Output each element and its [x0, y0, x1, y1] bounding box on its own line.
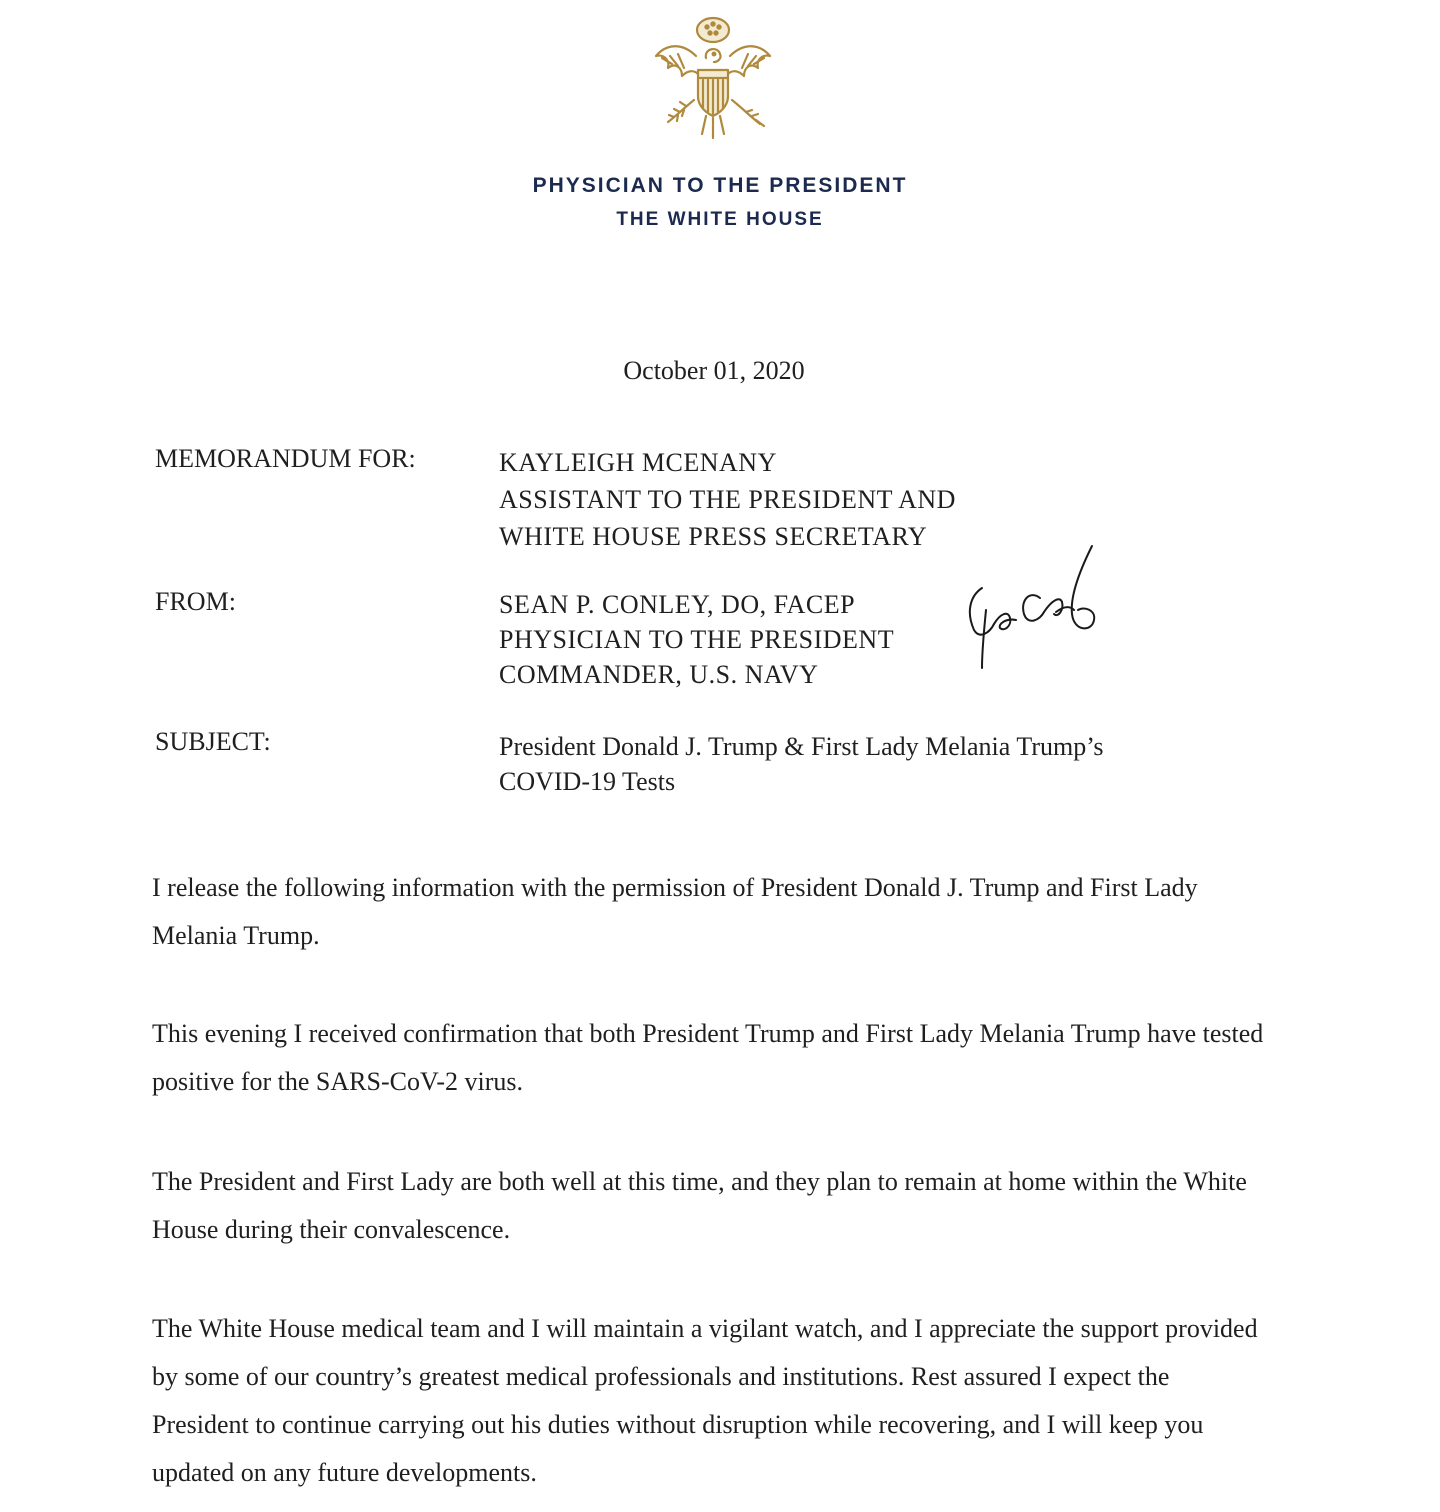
sender-line: PHYSICIAN TO THE PRESIDENT	[499, 625, 895, 654]
from-label: FROM:	[155, 587, 236, 616]
subject-line: President Donald J. Trump & First Lady Melania Trump’s	[499, 732, 1104, 761]
from-sender	[499, 587, 894, 692]
body-paragraph-2: This evening I received confirmation that both President Trump and First Lady Melania Trump have tested positive for the SARS-CoV-2 virus.	[152, 1019, 1264, 1096]
memo-date: October 01, 2020	[623, 356, 805, 385]
recipient-line: KAYLEIGH MCENANY	[499, 448, 777, 477]
memorandum-recipient	[499, 444, 956, 555]
presidential-seal-icon	[648, 8, 778, 143]
sender-line: SEAN P. CONLEY, DO, FACEP	[499, 590, 856, 619]
handwritten-signature	[960, 540, 1110, 675]
subject-label: SUBJECT:	[155, 727, 271, 756]
body-paragraph-3: The President and First Lady are both well at this time, and they plan to remain at home within the White House during their convalescence.	[152, 1167, 1247, 1244]
letterhead-subtitle: THE WHITE HOUSE	[616, 209, 824, 230]
subject-line: COVID-19 Tests	[499, 767, 676, 796]
subject-text	[499, 729, 1104, 799]
recipient-line: WHITE HOUSE PRESS SECRETARY	[499, 522, 928, 551]
memorandum-label: MEMORANDUM FOR:	[155, 444, 416, 473]
body-paragraph-1: I release the following information with the permission of President Donald J. Trump and First Lady Melania Trump.	[152, 873, 1198, 950]
body-paragraph-4: The White House medical team and I will maintain a vigilant watch, and I appreciate the support provided by some of our country’s greatest medical professionals and institutions. Rest assured I expect the President to continue carrying out his duties without disruption while recovering, and I will keep you updated on any future developments.	[152, 1314, 1258, 1487]
letterhead-title: PHYSICIAN TO THE PRESIDENT	[532, 174, 908, 197]
recipient-line: ASSISTANT TO THE PRESIDENT AND	[499, 485, 956, 514]
sender-line: COMMANDER, U.S. NAVY	[499, 660, 819, 689]
